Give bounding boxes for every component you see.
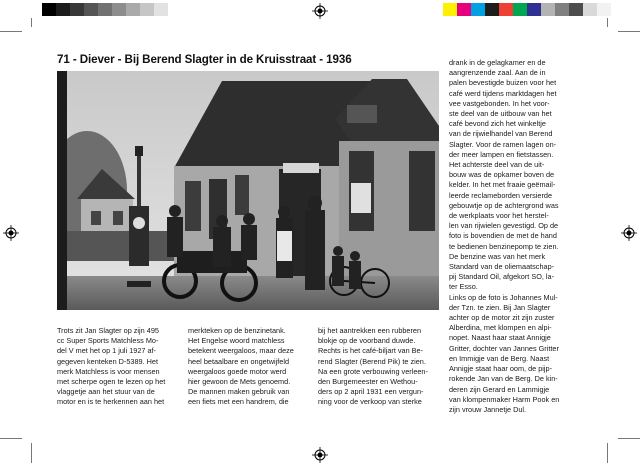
color-calibration-bar — [443, 3, 625, 16]
text-line: Trots zit Jan Slagter op zijn 495 — [57, 326, 159, 335]
text-line: heel betaalbare en ongetwijfeld — [188, 356, 290, 366]
calibration-swatch — [126, 3, 140, 16]
text-line: cc Super Sports Matchless Mo- — [57, 336, 159, 346]
crop-mark — [31, 18, 32, 27]
text-line: betekent weergaloos, maar deze — [188, 346, 294, 356]
crop-mark — [607, 18, 608, 27]
registration-mark-bottom — [312, 447, 328, 463]
text-line: en Immigje van de Berg. Naast — [449, 353, 550, 363]
text-line: pij Standard Oil, afgekort SO, la- — [449, 272, 555, 282]
text-line: bouw was de opkamer boven de — [449, 170, 555, 180]
calibration-swatch — [541, 3, 555, 16]
text-line: gebouwtje op de achtergrond was — [449, 200, 559, 210]
text-line: De mannen maken gebruik van — [188, 387, 290, 397]
text-line: ning voor de verkoop van sterke — [318, 397, 422, 407]
calibration-swatch — [98, 3, 112, 16]
text-line: leerde reclameborden versierde — [449, 190, 553, 200]
text-line: del V met het op 1 juli 1927 af- — [57, 346, 156, 356]
article-column-right — [449, 58, 582, 415]
crop-mark — [0, 438, 22, 439]
registration-mark-right — [621, 225, 637, 241]
calibration-swatch — [471, 3, 485, 16]
text-line: De benzine was van het merk — [449, 251, 546, 261]
text-line: café werd tijdens marktdagen het — [449, 88, 557, 98]
calibration-swatch — [112, 3, 126, 16]
calibration-swatch — [513, 3, 527, 16]
text-line: len van rijwielen gevestigd. Op de — [449, 221, 559, 231]
article-column-bottom-2 — [188, 326, 313, 408]
registration-mark-top — [312, 3, 328, 19]
crop-mark — [618, 31, 640, 32]
text-line: vee vastgebonden. In het voor- — [449, 98, 550, 108]
text-line: Slagter. Voor de ramen lagen on- — [449, 139, 557, 149]
calibration-swatch — [583, 3, 597, 16]
text-line: zijn vrouw Jannetje Dul. — [449, 404, 527, 414]
text-line: nopet. Naast haar staat Annigje — [449, 333, 551, 343]
text-line: ste deel van de uitbouw van het — [449, 109, 552, 119]
text-line: Gritter, dochter van Jannes Gritter — [449, 343, 559, 353]
text-line: Links op de foto is Johannes Mul- — [449, 292, 558, 302]
calibration-swatch — [168, 3, 182, 16]
calibration-swatch — [84, 3, 98, 16]
text-line: gegeven kenteken D-5389. Het — [57, 356, 159, 366]
text-line: ter Esso. — [449, 282, 478, 292]
registration-mark-left — [3, 225, 19, 241]
text-line: palen bevestigde buizen voor het — [449, 78, 557, 88]
text-line: achter op de motor zit zijn zuster — [449, 313, 555, 323]
text-line: motor en is te herkennen aan het — [57, 397, 165, 407]
calibration-swatch — [499, 3, 513, 16]
text-line: kelder. In het met fraaie geëmail- — [449, 180, 556, 190]
text-line: weergaloos goede motor werd — [188, 366, 287, 376]
text-line: Het Engelse woord matchless — [188, 336, 285, 346]
text-line: Het achterste deel van de uit- — [449, 160, 545, 170]
calibration-swatch — [555, 3, 569, 16]
text-line: Standard van de oliemaatschap- — [449, 262, 555, 272]
calibration-swatch — [457, 3, 471, 16]
text-line: vlaggetje aan het stuur van de — [57, 387, 155, 397]
text-line: der meer lampen en fietstassen. — [449, 149, 554, 159]
calibration-swatch — [42, 3, 56, 16]
text-line: blokje op de voorband duwde. — [318, 336, 416, 346]
text-line: te bedienen benzinepomp te zien. — [449, 241, 559, 251]
calibration-swatch — [70, 3, 84, 16]
crop-mark — [607, 443, 608, 463]
text-line: van klompenmaker Harm Pook en — [449, 394, 560, 404]
text-line: den Burgemeester en Wethou- — [318, 377, 418, 387]
grayscale-calibration-bar — [42, 3, 182, 16]
calibration-swatch — [611, 3, 625, 16]
calibration-swatch — [443, 3, 457, 16]
text-line: rokende Jan van de Berg. De kin- — [449, 374, 558, 384]
page-title: 71 - Diever - Bij Berend Slagter in de Kruisstraat - 1936 — [57, 53, 352, 66]
calibration-swatch — [56, 3, 70, 16]
crop-mark — [0, 31, 22, 32]
text-line: Na een grote verbouwing verleen- — [318, 366, 428, 376]
calibration-swatch — [140, 3, 154, 16]
text-line: rend Slagter (Berend Pik) te zien. — [318, 356, 426, 366]
text-line: een fiets met een handrem, die — [188, 397, 289, 407]
text-line: café bevond zich het winkeltje — [449, 119, 546, 129]
text-line: hier gewoon de Mets genoemd. — [188, 377, 291, 387]
article-column-bottom-1 — [57, 326, 183, 408]
crop-mark — [31, 443, 32, 463]
calibration-swatch — [485, 3, 499, 16]
calibration-swatch — [527, 3, 541, 16]
text-line: bij het aantrekken een rubberen — [318, 326, 422, 335]
text-line: aangrenzende zaal. Aan de in — [449, 68, 546, 78]
calibration-swatch — [154, 3, 168, 16]
text-line: drank in de gelagkamer en de — [449, 58, 546, 67]
text-line: van de rijwielhandel van Berend — [449, 129, 553, 139]
text-line: merkteken op de benzinetank. — [188, 326, 286, 335]
text-line: deren zijn Gerard en Lammigje — [449, 384, 550, 394]
text-line: merk Matchless is voor mensen — [57, 366, 160, 376]
text-line: foto is bovendien de met de hand — [449, 231, 557, 241]
text-line: met scherpe ogen te lezen op het — [57, 377, 166, 387]
calibration-swatch — [597, 3, 611, 16]
text-line: der Tzn. te zien. Bij Jan Slagter — [449, 302, 551, 312]
text-line: Annigje staat haar oom, de pijp- — [449, 364, 553, 374]
text-line: Alberdina, met klompen en alpi- — [449, 323, 552, 333]
text-line: Rechts is het café-biljart van Be- — [318, 346, 424, 356]
crop-mark — [618, 438, 640, 439]
article-column-bottom-3 — [318, 326, 442, 408]
text-line: ders op 2 april 1931 een vergun- — [318, 387, 424, 397]
photo-scene — [57, 71, 439, 310]
calibration-swatch — [569, 3, 583, 16]
text-line: de werkplaats voor het herstel- — [449, 211, 549, 221]
historic-photo — [57, 71, 439, 310]
